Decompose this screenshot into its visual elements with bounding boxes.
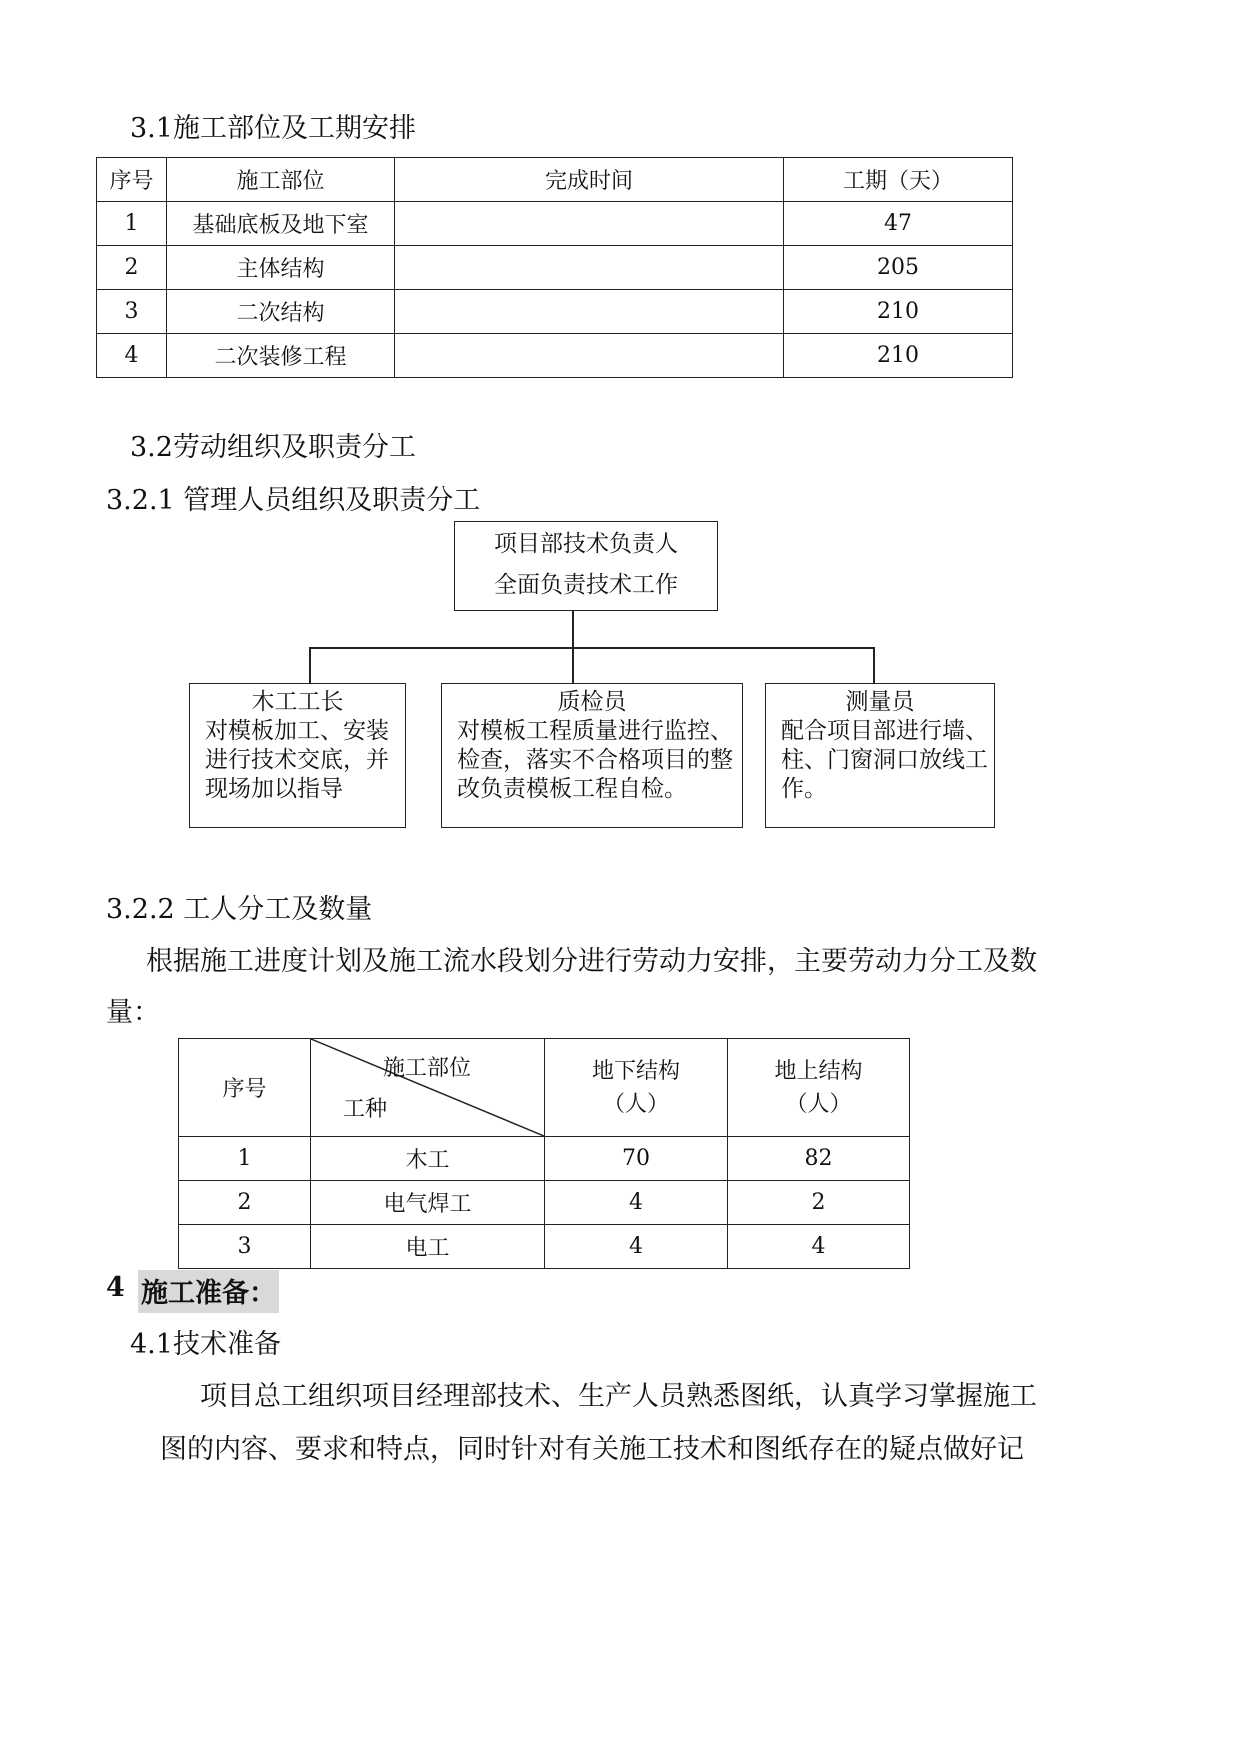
diagonal-header-top: 施工部位 — [383, 1056, 472, 1081]
table-header-cell: 工期（天） — [784, 158, 1013, 202]
header-line: （人） — [602, 1091, 669, 1117]
table-cell: 二次装修工程 — [167, 334, 395, 378]
org-box-title: 测量员 — [845, 689, 915, 715]
table-cell: 1 — [97, 202, 167, 246]
section-3-2-2-title: 3.2.2 工人分工及数量 — [106, 894, 373, 925]
table-header-cell — [728, 1039, 910, 1137]
org-top-line1: 项目部技术负责人 — [494, 531, 678, 557]
diagonal-header-bottom: 工种 — [343, 1097, 388, 1122]
org-box-text: 对模板加工、安装 — [205, 718, 389, 744]
table-cell: 3 — [179, 1225, 311, 1269]
table-header-cell — [545, 1039, 728, 1137]
org-box-text: 进行技术交底，并 — [205, 747, 389, 773]
table-cell: 4 — [545, 1181, 728, 1225]
table-cell — [395, 202, 784, 246]
table-cell: 210 — [784, 290, 1013, 334]
table-cell: 2 — [179, 1181, 311, 1225]
org-box-surveyor — [765, 683, 995, 828]
table-cell: 电气焊工 — [311, 1181, 545, 1225]
org-connector — [309, 647, 311, 684]
table-cell: 1 — [179, 1137, 311, 1181]
paragraph-line: 图的内容、要求和特点，同时针对有关施工技术和图纸存在的疑点做好记 — [160, 1434, 1024, 1465]
table-cell: 47 — [784, 202, 1013, 246]
header-line: （人） — [785, 1091, 852, 1117]
table-cell: 70 — [545, 1137, 728, 1181]
org-box-text: 配合项目部进行墙、 — [781, 718, 988, 744]
org-box-title: 质检员 — [557, 689, 627, 715]
org-connector — [572, 647, 574, 684]
org-box-carpenter-foreman — [189, 683, 406, 828]
table-cell: 木工 — [311, 1137, 545, 1181]
table-header-cell: 序号 — [97, 158, 167, 202]
header-line: 地上结构 — [774, 1058, 863, 1084]
paragraph-line: 量： — [106, 997, 160, 1028]
section-3-1-title: 3.1施工部位及工期安排 — [130, 113, 416, 144]
table-cell — [395, 246, 784, 290]
table-row — [179, 1225, 910, 1269]
table-row — [97, 202, 1013, 246]
section-4-title: 施工准备： — [138, 1270, 279, 1313]
table-cell: 3 — [97, 290, 167, 334]
table-row — [97, 290, 1013, 334]
org-box-text: 对模板工程质量进行监控、 — [457, 718, 733, 744]
table-header-cell: 序号 — [179, 1039, 311, 1137]
org-top-line2: 全面负责技术工作 — [494, 572, 678, 598]
org-box-text: 柱、门窗洞口放线工 — [781, 747, 988, 773]
org-connector — [572, 611, 574, 648]
table-row — [179, 1137, 910, 1181]
table-row — [97, 246, 1013, 290]
org-box-text: 现场加以指导 — [205, 776, 343, 802]
org-box-quality-inspector — [441, 683, 743, 828]
section-4-number: 4 — [106, 1272, 125, 1303]
table-cell: 电工 — [311, 1225, 545, 1269]
labor-table — [178, 1038, 910, 1269]
org-connector — [873, 647, 875, 684]
section-3-2-1-title: 3.2.1 管理人员组织及职责分工 — [106, 485, 481, 516]
table-cell: 主体结构 — [167, 246, 395, 290]
paragraph-line: 项目总工组织项目经理部技术、生产人员熟悉图纸，认真学习掌握施工 — [200, 1381, 1037, 1412]
org-box-title: 木工工长 — [251, 689, 344, 715]
table-cell: 二次结构 — [167, 290, 395, 334]
table-cell — [395, 334, 784, 378]
header-line: 地下结构 — [591, 1058, 680, 1084]
table-row — [97, 334, 1013, 378]
table-cell: 2 — [728, 1181, 910, 1225]
table-cell: 2 — [97, 246, 167, 290]
table-cell: 210 — [784, 334, 1013, 378]
org-top-box — [454, 521, 718, 611]
table-cell: 4 — [97, 334, 167, 378]
table-cell: 基础底板及地下室 — [167, 202, 395, 246]
org-connector — [309, 647, 875, 649]
section-3-2-title: 3.2劳动组织及职责分工 — [130, 432, 416, 463]
table-cell: 82 — [728, 1137, 910, 1181]
table-header-cell: 施工部位 — [167, 158, 395, 202]
section-4-1-title: 4.1技术准备 — [130, 1329, 281, 1360]
table-header-cell: 完成时间 — [395, 158, 784, 202]
org-box-text: 作。 — [781, 776, 827, 802]
table-cell: 205 — [784, 246, 1013, 290]
table-cell: 4 — [545, 1225, 728, 1269]
org-box-text: 检查，落实不合格项目的整 — [457, 747, 733, 773]
paragraph-line: 根据施工进度计划及施工流水段划分进行劳动力安排，主要劳动力分工及数 — [146, 946, 1037, 977]
table-row — [179, 1181, 910, 1225]
table-cell — [395, 290, 784, 334]
table-cell: 4 — [728, 1225, 910, 1269]
diagonal-header-cell — [311, 1039, 545, 1137]
org-box-text: 改负责模板工程自检。 — [457, 776, 687, 802]
schedule-table — [96, 157, 1013, 378]
